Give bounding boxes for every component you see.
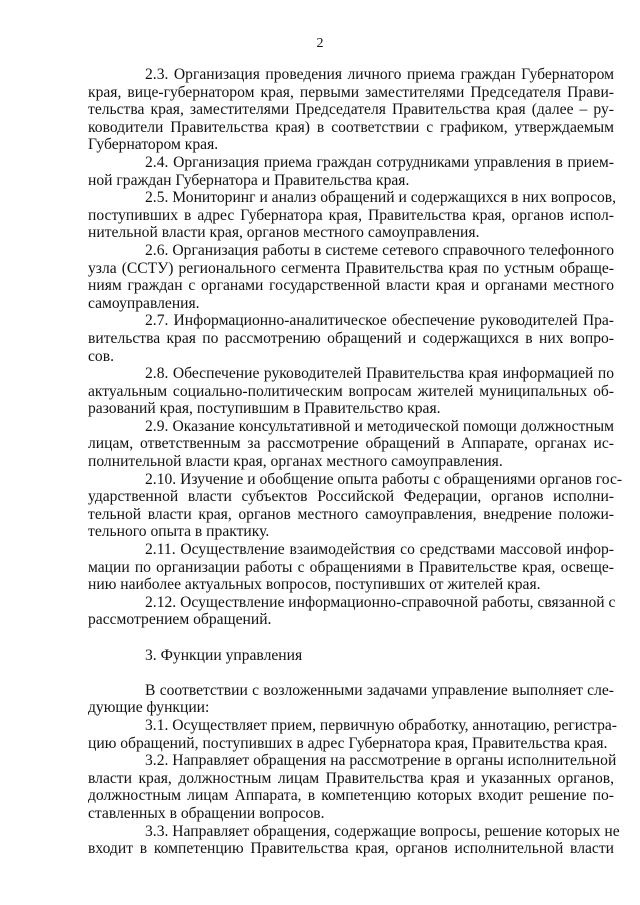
text-line: разований края, поступившим в Правительство края. [88,400,441,418]
text-line: края, вице-губернатором края, первыми заместителями Председателя Прави- [88,83,614,101]
text-line: дующие функции: [88,699,210,717]
text-line: тельства края, заместителями Председателя Правительства края (далее – ру- [88,101,614,119]
text-line: узла (ССТУ) регионального сегмента Правительства края по устным обраще- [88,259,614,277]
text-line: 2.11. Осуществление взаимодействия со средствами массовой инфор- [145,541,614,559]
text-line: 2.12. Осуществление информационно-справочной работы, связанной с [145,593,616,611]
text-line: рассмотрением обращений. [88,611,272,629]
text-line: 2.7. Информационно-аналитическое обеспечение руководителей Пра- [145,312,614,330]
text-line: 3.1. Осуществляет прием, первичную обработку, аннотацию, регистра- [145,716,617,734]
text-line: самоуправления. [88,294,200,312]
text-line: ниям граждан с органами государственной власти края и органами местного [88,277,614,295]
text-line: мации по организации работы с обращениями в Правительстве края, освеще- [88,558,614,576]
text-line: входит в компетенцию Правительства края, органов исполнительной власти [88,840,614,858]
text-line: ководители Правительства края) в соответствии с графиком, утверждаемым [88,118,614,136]
text-line: ударственной власти субъектов Российской Федерации, органов исполни- [88,488,614,506]
text-line: 2.10. Изучение и обобщение опыта работы с обращениями органов гос- [145,470,623,488]
page-number: 2 [316,36,324,51]
text-line: Губернатором края. [88,136,219,154]
text-line: нию наиболее актуальных вопросов, поступивших от жителей края. [88,576,541,594]
text-line: тельного опыта в практику. [88,523,270,541]
text-line: власти края, должностным лицам Правительства края и указанных органов, [88,769,614,787]
text-line: 2.4. Организация приема граждан сотрудниками управления в прием- [145,153,614,171]
text-line: актуальным социально-политическим вопросам жителей муниципальных об- [88,382,614,400]
text-line: полнительной власти края, органах местного самоуправления. [88,453,503,471]
text-line: 3.3. Направляет обращения, содержащие вопросы, решение которых не [145,822,620,840]
blank-line [88,664,614,682]
blank-line [88,629,614,647]
text-line: 2.9. Оказание консультативной и методической помощи должностным [145,417,614,435]
text-line: лицам, ответственным за рассмотрение обращений в Аппарате, органах ис- [88,435,614,453]
text-line: вительства края по рассмотрению обращений и содержащихся в них вопро- [88,329,614,347]
text-line: ставленных в обращении вопросов. [88,804,325,822]
document-body [88,66,623,858]
text-line: 2.3. Организация проведения личного приема граждан Губернатором [145,66,614,83]
text-line: 3. Функции управления [145,646,303,664]
text-line: В соответствии с возложенными задачами управление выполняет сле- [145,681,614,699]
text-line: 2.5. Мониторинг и анализ обращений и содержащихся в них вопросов, [145,189,617,207]
text-line: сов. [88,347,114,365]
text-line: должностным лицам Аппарата, в компетенцию которых входит решение по- [88,787,614,805]
text-line: цию обращений, поступивших в адрес Губернатора края, Правительства края. [88,734,608,752]
text-line: 3.2. Направляет обращения на рассмотрение в органы исполнительной [145,752,617,770]
text-line: ной граждан Губернатора и Правительства края. [88,171,410,189]
text-line: поступивших в адрес Губернатора края, Правительства края, органов испол- [88,206,614,224]
text-line: тельной власти края, органов местного самоуправления, внедрение положи- [88,505,614,523]
text-line: 2.6. Организация работы в системе сетевого справочного телефонного [145,241,614,259]
text-line: 2.8. Обеспечение руководителей Правительства края информацией по [145,365,614,383]
text-line: нительной власти края, органов местного самоуправления. [88,224,480,242]
